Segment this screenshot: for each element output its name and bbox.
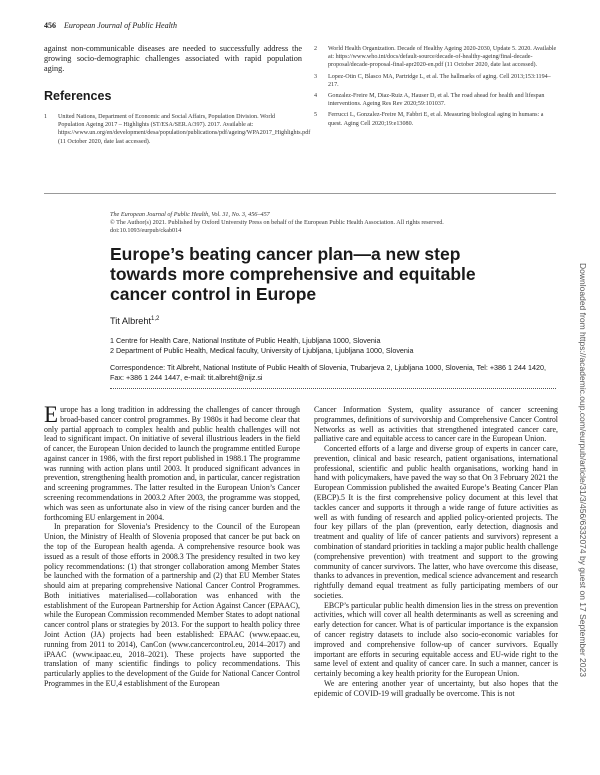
journal-name: European Journal of Public Health <box>64 21 178 30</box>
body-column-right <box>314 405 558 698</box>
citation-copyright-line: © The Author(s) 2021. Published by Oxford University Press on behalf of the European Public Health Association. All rights reserved. <box>110 219 444 226</box>
reference-number: 3 <box>314 73 318 80</box>
affiliation-2: 2 Department of Public Health, Medical faculty, University of Ljubljana, Ljubljana 1000, Slovenia <box>110 346 414 356</box>
reference-number: 4 <box>314 93 318 100</box>
reference-item <box>314 111 558 127</box>
references-heading: References <box>44 89 112 103</box>
body-paragraph: Cancer Information System, quality assurance of cancer screening programmes, definitions of survivorship and Comprehensive Cancer Control Networks as well as activities that strengthened integrated cancer care, palliative care and equitable access to cancer care in the European Union. <box>314 405 558 444</box>
affiliations <box>110 336 550 356</box>
body-paragraph <box>44 402 300 522</box>
reference-text: Gonzalez-Freire M, Diaz-Ruiz A, Hauser D, et al. The road ahead for health and lifespan interventions. Ageing Res Rev 2020;59:101037. <box>328 93 545 108</box>
references-list-right <box>314 45 558 131</box>
correspondence: Correspondence: Tit Albreht, National Institute of Public Health of Slovenia, Trubarjeva 2, Ljubljana 1000, Slovenia, Tel: +386 1 244 1420, Fax: +386 1 244 1447, e-mail: tit.albreht@nijz.si <box>110 363 546 383</box>
author-name: Tit Albreht <box>110 316 152 327</box>
section-divider <box>44 193 556 194</box>
affiliation-1: 1 Centre for Health Care, National Institute of Public Health, Ljubljana 1000, Slovenia <box>110 336 381 345</box>
reference-item <box>44 113 311 146</box>
body-paragraph: EBCP’s particular public health dimension lies in the stress on prevention activities, which will cover all health determinants as well as screening and early detection for cancer. What is of particular importance is the expansion of cancer registry datasets to include also socio-economic variables for improved and comprehensive follow-up of cancer survivors. Equally important are efforts in securing equitable access and EU-wide right to the same level of extent and quality of cancer care. In such a manner, cancer is certainly becoming a key health priority for the European Union. <box>314 600 558 679</box>
body-paragraph: In preparation for Slovenia’s Presidency to the Council of the European Union, the Ministry of Health of Slovenia proposed that cancer be put back on the top of the European health agenda. A comprehensive resource book was issued as a result of those efforts in 2008.3 The presidency resulted in two key policy recommendations: (1) that stronger collaboration among Member States be launched with the formation of a partnership and (2) that EU Member States should aim at preparing comprehensive National Cancer Control Programmes. Both initiatives materialised—collaboration was enhanced with the establishment of the European Partnership for Action Against Cancer (EPAAC), while the European Commission recommended Member States to adopt national cancer control plans or strategies by 2013. For the support to health policy three Joint Action (JA) projects had been established: EPAAC (www.epaac.eu, running from 2011 to 2014), CanCon (www.cancercontrol.eu, 2014–2017) and iPAAC (www.ipaac.eu, 2018–2021). These projects have supported the translation of many scientific findings to policy recommendations. This particularly applies to the development of the Guide for National Cancer Control Programmes in the EU,4 establishment of the European <box>44 522 300 688</box>
drop-cap: E <box>44 402 59 427</box>
reference-text: World Health Organization. Decade of Healthy Ageing 2020-2030, Update 5. 2020. Available at: https://www.who.int/docs/default-source/decade-of-healthy-ageing/final-decade-proposal/decade-proposal-final-apr2020-en.pdf (11 October 2020, date last accessed). <box>328 46 557 69</box>
article-title: Europe’s beating cancer plan—a new step towards more comprehensive and equitable cancer control in Europe <box>110 244 476 304</box>
author-line <box>110 316 159 326</box>
reference-text: Ferrucci L, Gonzalez-Freire M, Fabbri E, et al. Measuring biological aging in humans: a quest. Aging Cell 2020;19:e13080. <box>328 112 544 127</box>
download-watermark: Downloaded from https://academic.oup.com/eurpub/article/31/3/456/6332074 by guest on 17 September 2023 <box>578 263 588 677</box>
reference-item <box>314 92 558 108</box>
author-affiliation-marks: 1,2 <box>151 316 160 322</box>
page-number: 456 <box>44 21 56 30</box>
citation-journal-line: The European Journal of Public Health, Vol. 31, No. 3, 456–457 <box>110 211 270 218</box>
reference-text: United Nations, Department of Economic and Social Affairs, Population Division. World Population Ageing 2017 – Highlights (ST/ESA/SER.A/397). 2017. Available at: https://www.un.org/en/development/desa/population/publications/pdf/ageing/WPA2017_Highlights.pdf (11 October 2020, date last accessed). <box>58 114 311 145</box>
body-paragraph: Concerted efforts of a large and diverse group of experts in cancer care, prevention, clinical and basic research, patient organisations, international professional, scientific and public health organisations, working hand in hand with policymakers, have paved the way so that On 3 February 2021 the European Commission published the awaited Europe’s Beating Cancer Plan (EBCP).5 It is the first comprehensive policy document at this level that tackles cancer and supports it through a wide range of future activities as well as with funding of research and applied policy-oriented projects. The four key pillars of the plan (prevention, early detection, diagnosis and treatment and quality of life of cancer patients and survivors) represent a combination of standard priorities in tackling a major public health challenge (comprehensive prevention) with treatment and support to the growing community of cancer survivors. The latter, who have overcome this disease, thanks to advances in prevention, medical science advancement and research rightfully demand equal treatment as fully participating members of our societies. <box>314 444 558 600</box>
body-column-left <box>44 402 300 689</box>
reference-number: 1 <box>44 114 48 120</box>
previous-article-ending: against non-communicable diseases are needed to successfully address the growing socio-demographic challenges associated with rapid population aging. <box>44 44 302 73</box>
reference-number: 5 <box>314 112 318 119</box>
page-header <box>44 21 177 30</box>
paragraph-text: urope has a long tradition in addressing the challenges of cancer through broad-based cancer control programmes. By 1980s it had become clear that only partial approach to complex health and public health challenges will not lead to significant impact. On initiative of several illustrious leaders in the field of cancer, the European Union decided to launch the programme entitled Europe against cancer in 1986, with the first report published in 1988.1 The programme was running with action plans until 2003. It produced significant advances in prevention, strengthening health promotion and, in particular, cancer registration and screening programmes. The latter resulted in the European Union’s Cancer screening recommendations in 2003.2 After 2003, the programme was stopped, which was seen as unfortunate also in view of the rising cancer burden and the forthcoming EU enlargement in 2004. <box>44 405 300 522</box>
references-list-left <box>44 113 311 149</box>
citation-doi[interactable]: doi:10.1093/eurpub/ckab014 <box>110 227 182 234</box>
body-paragraph: We are entering another year of uncertainty, but also hopes that the epidemic of COVID-19 will gradually be overcome. This is not <box>314 678 558 698</box>
reference-item <box>314 73 558 89</box>
reference-item <box>314 45 558 70</box>
dotted-divider <box>110 388 556 389</box>
citation-block <box>110 211 550 235</box>
reference-text: Lopez-Otin C, Blasco MA, Partridge L, et al. The hallmarks of aging. Cell 2013;153:1194–217. <box>328 73 551 88</box>
reference-number: 2 <box>314 46 318 52</box>
